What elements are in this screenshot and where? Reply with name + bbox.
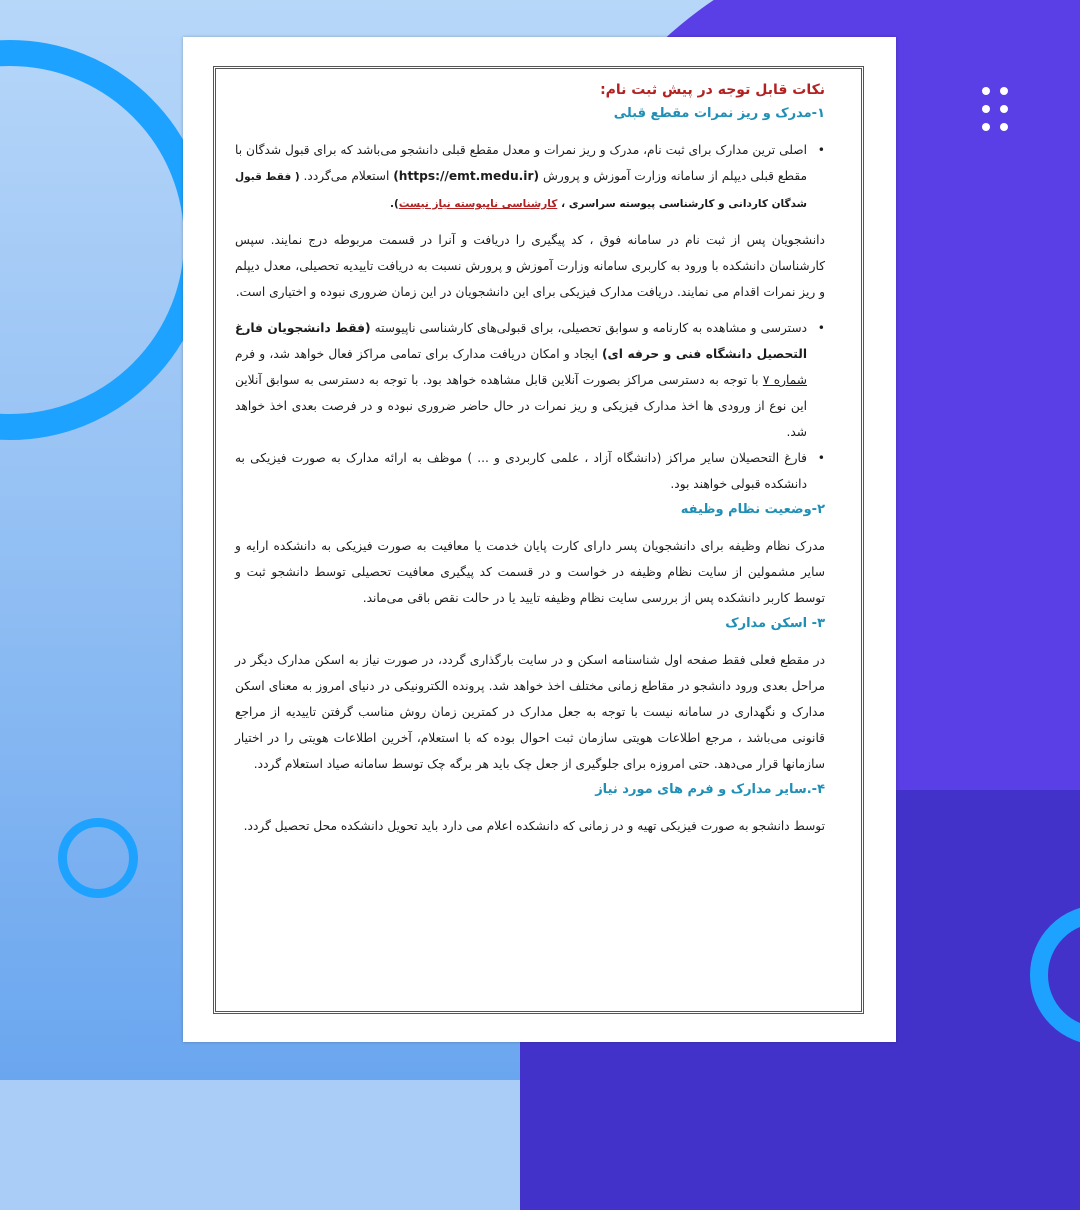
bullet-item-3: • فارغ التحصیلان سایر مراکز (دانشگاه آزاد ، علمی کاربردی و ... ) موظف به ارائه مدارک به صورت فیزیکی به دانشکده قبولی خواهند بود. (235, 445, 825, 497)
bullet-1-text: اصلی ترین مدارک برای ثبت نام، مدرک و ریز نمرات و معدل مقطع قبلی دانشجو می‌باشد که برای قبول شدگان با مقطع قبلی دیپلم از سامانه وزارت آموزش و پرورش (235, 143, 808, 183)
section-4-paragraph: توسط دانشجو به صورت فیزیکی تهیه و در زمانی که دانشکده اعلام می دارد باید تحویل دانشکده محل تحصیل گردد. (243, 819, 825, 833)
document-title: نکات قابل توجه در پیش ثبت نام: (600, 82, 825, 98)
decor-ring-small (58, 818, 138, 898)
section-heading-2: ۲-وضعیت نظام وظیفه (680, 502, 825, 517)
bullet-item-1 (235, 137, 825, 217)
document-page (183, 37, 896, 1042)
bullet-1-note-end: ). (390, 198, 399, 210)
medu-link[interactable]: (https://emt.medu.ir) (393, 169, 540, 183)
section-heading-1: ۱-مدرک و ریز نمرات مقطع قبلی (613, 106, 825, 121)
section-3-paragraph: در مقطع فعلی فقط صفحه اول شناسنامه اسکن و در سایت بارگذاری گردد، در صورت نیاز به اسکن مدارک دیگر در مراحل بعدی ورود دانشجو در مقاطع زمانی مختلف اخذ خواهد شد. پرونده الکترونیکی در دنیای امروز به معنای اسکن مدارک و نگهداری در سامانه نیست با توجه به جعل مدارک در کمترین زمان روش مناسب گرفتن تاییدیه از مراجع قانونی می‌باشد ، مرجع اطلاعات هویتی سازمان ثبت احوال بوده که با استعلام، آخرین اطلاعات هویتی را در اختیار سازمانها قرار می‌دهد. حتی امروزه برای جلوگیری از جعل چک باید هر برگه چک توسط سامانه صیاد استعلام گردد. (235, 653, 825, 771)
section-heading-4: ۴-.سایر مدارک و فرم های مورد نیاز (595, 782, 825, 797)
document-content (235, 77, 825, 839)
bullet-item-2 (235, 315, 825, 445)
section-heading-3: ۳- اسکن مدارک (725, 616, 825, 631)
bullet-1-note-red: کارشناسی ناپیوسته نیاز نیست (398, 198, 558, 210)
bullet-1-note: ( فقط قبول شدگان کاردانی و کارشناسی پیوسته سراسری ، (235, 171, 807, 210)
form-number: شماره ۷ (762, 373, 807, 387)
bullet-2-text-a: دسترسی و مشاهده به کارنامه و سوابق تحصیلی، برای قبولی‌های کارشناسی ناپیوسته (374, 321, 808, 335)
bullet-2-bold: (فقط دانشجویان فارغ التحصیل دانشگاه فنی و حرفه ای) (235, 321, 808, 361)
dots-grid-icon (978, 85, 1012, 135)
bullet-2-text-b: ایجاد و امکان دریافت مدارک برای تمامی مراکز فعال خواهد شد، و فرم (235, 347, 598, 361)
section-1-paragraph: دانشجویان پس از ثبت نام در سامانه فوق ، کد پیگیری را دریافت و آنرا در قسمت مربوطه درج نمایند. سپس کارشناسان دانشکده با ورود به کاربری سامانه وزارت آموزش و پرورش نسبت به دریافت تاییدیه تحصیلی، معدل دیپلم و ریز نمرات اقدام می نمایند. دریافت مدارک فیزیکی برای این دانشجویان در این زمان ضروری نبوده و اختیاری است. (235, 233, 825, 299)
bullet-2-text-c: با توجه به دسترسی مراکز بصورت آنلاین قابل مشاهده خواهد بود. با توجه به دسترسی به سوابق آنلاین این نوع از ورودی ها اخذ مدارک فیزیکی و ریز نمرات در حال حاضر ضروری نبوده و در فرصت بعدی اخذ خواهد شد. (235, 373, 807, 439)
section-2-paragraph: مدرک نظام وظیفه برای دانشجویان پسر دارای کارت پایان خدمت یا معافیت به صورت فیزیکی به دانشکده ارایه و سایر مشمولین از سایت نظام وظیفه در خواست و در قسمت کد پیگیری معافیت تحصیلی توسط دانشجو ثبت و توسط کاربر دانشکده پس از بررسی سایت نظام وظیفه تایید یا در حالت نقص باقی می‌ماند. (235, 539, 825, 605)
bullet-1-tail: استعلام می‌گردد. (303, 169, 390, 183)
